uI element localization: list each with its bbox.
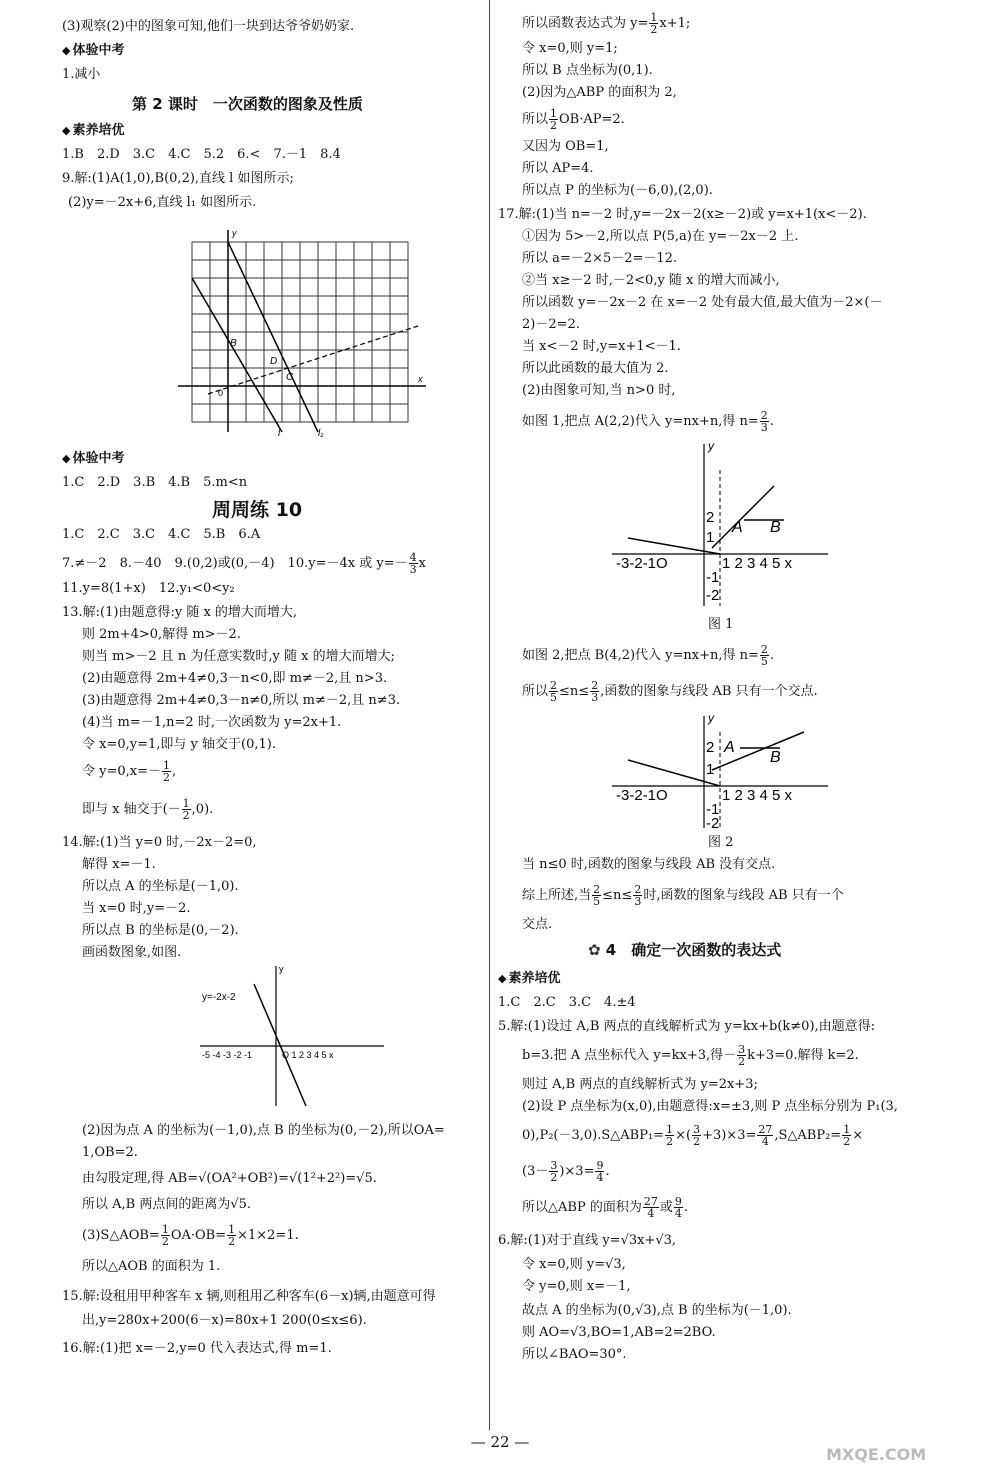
den: 2 bbox=[738, 1055, 746, 1068]
text: 所以函数表达式为 y= bbox=[522, 16, 649, 31]
den: 3 bbox=[591, 691, 599, 704]
text-line: (2)由图象可知,当 n>0 时, bbox=[522, 383, 676, 398]
fraction: $\frac{1}{2}$ bbox=[666, 1123, 674, 1148]
section-heading: ◆ 素养培优 bbox=[62, 124, 124, 139]
answer-line: 1.C 2.C 3.C 4.C 5.B 6.A bbox=[62, 527, 261, 542]
title-text: 4 确定一次函数的表达式 bbox=[605, 941, 782, 959]
text: x+1; bbox=[659, 16, 691, 31]
text: ×1×2=1. bbox=[237, 1228, 299, 1243]
fraction bbox=[633, 884, 642, 907]
fraction: $\frac{9}{4}$ bbox=[674, 1195, 682, 1220]
y-axis-label: y bbox=[708, 440, 714, 453]
text-line: (4)当 m=－1,n=2 时,一次函数为 y=2x+1. bbox=[82, 715, 342, 730]
text-line: 15.解:设租用甲种客车 x 辆,则租用乙种客车(6－x)辆,由题意可得 bbox=[62, 1289, 436, 1304]
point-label-c: C bbox=[286, 372, 294, 383]
text-line: 又因为 OB=1, bbox=[522, 139, 609, 154]
text: OB·AP=2. bbox=[559, 112, 625, 127]
text-line: 当 x=0 时,y=－2. bbox=[82, 901, 191, 916]
section-heading: ◆ 体验中考 bbox=[62, 44, 124, 59]
text-line: 5.解:(1)设过 A,B 两点的直线解析式为 y=kx+b(k≠0),由题意得: bbox=[498, 1019, 876, 1034]
text-line: 令 y=0,则 x=－1, bbox=[522, 1279, 631, 1294]
text: ≤n≤ bbox=[559, 684, 590, 699]
text: . bbox=[769, 414, 774, 429]
text-line: 16.解:(1)把 x=－2,y=0 代入表达式,得 m=1. bbox=[62, 1341, 332, 1356]
den: 2 bbox=[161, 1235, 169, 1248]
num: 2 bbox=[760, 409, 768, 422]
fraction: $\frac{3}{2}$ bbox=[693, 1123, 701, 1148]
text-line: 所以点 B 的坐标是(0,－2). bbox=[82, 923, 239, 938]
text-line: 2)－2=2. bbox=[522, 317, 580, 332]
num: 1 bbox=[161, 1223, 169, 1236]
fraction bbox=[737, 1044, 746, 1067]
text: +3)×3= bbox=[702, 1128, 757, 1143]
text: ×( bbox=[675, 1128, 692, 1143]
text: 所以 bbox=[522, 684, 549, 699]
text: ≤n≤ bbox=[602, 888, 633, 903]
text: 或 bbox=[659, 1200, 673, 1215]
text-line bbox=[82, 1224, 299, 1247]
num: 3 bbox=[738, 1043, 746, 1056]
text-line: 所以此函数的最大值为 2. bbox=[522, 361, 669, 376]
text-line: 则当 m>－2 且 n 为任意实数时,y 随 x 的增大而增大; bbox=[82, 649, 395, 664]
text: 如图 2,把点 B(4,2)代入 y=nx+n,得 n= bbox=[522, 648, 759, 663]
fraction bbox=[549, 108, 558, 131]
point-b-label: B bbox=[770, 749, 781, 766]
fraction bbox=[409, 552, 418, 575]
text-line: (2)因为点 A 的坐标为(－1,0),点 B 的坐标为(0,－2),所以OA= bbox=[82, 1123, 445, 1138]
weekly-practice-title: 周周练 10 bbox=[212, 499, 303, 521]
fraction: $\frac{3}{2}$ bbox=[550, 1159, 558, 1184]
text-line: 故点 A 的坐标为(0,√3),点 B 的坐标为(－1,0). bbox=[522, 1303, 792, 1318]
text-line bbox=[522, 644, 774, 667]
text: 7.≠－2 8.－40 9.(0,2)或(0,－4) 10.y=－4x 或 y=－ bbox=[62, 556, 408, 571]
num: 1 bbox=[163, 759, 170, 772]
text-line: 解得 x=－1. bbox=[82, 857, 156, 872]
text-line: 则过 A,B 两点的直线解析式为 y=2x+3; bbox=[522, 1077, 758, 1092]
text: . bbox=[769, 648, 775, 663]
text-line: 则 AO=√3,BO=1,AB=2=2BO. bbox=[522, 1325, 716, 1340]
answer-line: 1.减小 bbox=[62, 67, 101, 82]
figure-caption: 图 2 bbox=[708, 835, 734, 850]
fraction bbox=[760, 410, 769, 433]
den: 5 bbox=[760, 655, 768, 668]
x-ticks: -3-2-1O bbox=[616, 555, 668, 572]
text: 0),P₂(－3,0).S△ABP₁= bbox=[522, 1128, 665, 1143]
text-line bbox=[82, 760, 176, 783]
num: 2 bbox=[591, 679, 599, 692]
section-heading: ◆ 体验中考 bbox=[62, 452, 124, 467]
den: 2 bbox=[163, 771, 170, 784]
den: 2 bbox=[550, 119, 558, 132]
text-line: 由勾股定理,得 AB=√(OA²+OB²)=√(1²+2²)=√5. bbox=[82, 1171, 377, 1186]
text: 如图 1,把点 A(2,2)代入 y=nx+n,得 n= bbox=[522, 414, 759, 429]
text-line: (3)由题意得 2m+4≠0,3－n≠0,所以 m≠－2,且 n≠3. bbox=[82, 693, 401, 708]
text-line: 则 2m+4>0,解得 m>－2. bbox=[82, 627, 241, 642]
text-line: 所以点 A 的坐标是(－1,0). bbox=[82, 879, 239, 894]
text: )×3= bbox=[559, 1164, 595, 1179]
text-line: 所以点 P 的坐标为(－6,0),(2,0). bbox=[522, 183, 713, 198]
num: 2 bbox=[550, 679, 558, 692]
text-line bbox=[522, 410, 774, 433]
text-line: 令 x=0,y=1,即与 y 轴交于(0,1). bbox=[82, 737, 276, 752]
den: 3 bbox=[634, 895, 642, 908]
watermark-text: MXQE.COM bbox=[826, 1445, 927, 1464]
text-line bbox=[522, 1196, 688, 1219]
y-axis-label: y bbox=[232, 228, 237, 238]
column-divider bbox=[489, 0, 490, 1430]
text: ,0). bbox=[191, 802, 214, 817]
text-line bbox=[522, 680, 818, 703]
num: 1 bbox=[228, 1223, 236, 1236]
x-ticks: 1 2 3 4 5 x bbox=[722, 787, 793, 804]
text-line: 出,y=280x+200(6－x)=80x+1 200(0≤x≤6). bbox=[82, 1313, 367, 1328]
text-line bbox=[522, 1160, 610, 1183]
lesson-title bbox=[588, 942, 781, 959]
text: . bbox=[605, 1164, 610, 1179]
point-label-d: D bbox=[270, 356, 278, 367]
text-line: (2)设 P 点坐标为(x,0),由题意得:x=±3,则 P 点坐标分别为 P₁(3, bbox=[522, 1099, 898, 1114]
answer-line bbox=[62, 552, 426, 575]
text-line: 画函数图象,如图. bbox=[82, 945, 182, 960]
text-line: (2)由题意得 2m+4≠0,3－n<0,即 m≠－2,且 n>3. bbox=[82, 671, 388, 686]
text: . bbox=[683, 1200, 688, 1215]
text-line: 所以 a=－2×5－2=－12. bbox=[522, 251, 678, 266]
y-tick: -2 bbox=[706, 815, 720, 832]
text-line: 交点. bbox=[522, 917, 553, 932]
y-tick: -2 bbox=[706, 587, 720, 604]
fraction bbox=[227, 1224, 236, 1247]
text-line bbox=[522, 884, 844, 907]
text: ,S△ABP₂= bbox=[774, 1128, 842, 1143]
fraction: $\frac{9}{4}$ bbox=[596, 1159, 604, 1184]
y-tick: -1 bbox=[706, 801, 720, 818]
text-line: ①因为 5>－2,所以点 P(5,a)在 y=－2x－2 上. bbox=[522, 229, 799, 244]
fraction bbox=[649, 12, 658, 35]
section-heading: ◆ 素养培优 bbox=[498, 972, 560, 987]
text-line bbox=[82, 798, 213, 821]
fraction bbox=[162, 760, 171, 783]
num: 1 bbox=[550, 107, 558, 120]
text-line: 令 x=0,则 y=1; bbox=[522, 41, 618, 56]
x-ticks: 1 2 3 4 5 x bbox=[722, 555, 793, 572]
text: , bbox=[172, 764, 177, 779]
grid-graph-figure bbox=[178, 222, 428, 442]
y-axis-label: y bbox=[279, 964, 284, 974]
fraction bbox=[592, 884, 601, 907]
text: 所以△ABP 的面积为 bbox=[522, 1200, 642, 1215]
text: (3－ bbox=[522, 1164, 549, 1179]
fraction bbox=[590, 680, 599, 703]
fraction bbox=[182, 798, 191, 821]
fraction: $\frac{27}{4}$ bbox=[758, 1123, 773, 1148]
text-line: 所以∠BAO=30°. bbox=[522, 1347, 627, 1362]
text-line: 9.解:(1)A(1,0),B(0,2),直线 l 如图所示; bbox=[62, 171, 294, 186]
text-line: 所以△AOB 的面积为 1. bbox=[82, 1259, 221, 1274]
text-line: 1,OB=2. bbox=[82, 1145, 138, 1160]
text: OA·OB= bbox=[170, 1228, 227, 1243]
figure-1-graph bbox=[608, 440, 838, 610]
text-line bbox=[522, 12, 690, 35]
point-a-label: A bbox=[724, 739, 735, 756]
point-b-label: B bbox=[770, 519, 781, 536]
fraction bbox=[760, 644, 769, 667]
text-line: 所以 AP=4. bbox=[522, 161, 594, 176]
x-tick-labels: -5 -4 -3 -2 -1 bbox=[202, 1050, 253, 1060]
text: x bbox=[418, 556, 426, 571]
num: 2 bbox=[760, 643, 768, 656]
text: 所以 bbox=[522, 112, 549, 127]
den: 2 bbox=[228, 1235, 236, 1248]
text-line: 当 n≤0 时,函数的图象与线段 AB 没有交点. bbox=[522, 857, 776, 872]
point-label-b: B bbox=[230, 338, 237, 349]
function-label: y=-2x-2 bbox=[202, 992, 236, 1003]
den: 3 bbox=[760, 421, 768, 434]
y-tick: 2 bbox=[706, 739, 715, 756]
text: × bbox=[852, 1128, 864, 1143]
text: 时,函数的图象与线段 AB 只有一个 bbox=[643, 888, 844, 903]
num: 1 bbox=[650, 11, 658, 24]
y-tick: 1 bbox=[706, 761, 715, 778]
num: 1 bbox=[182, 797, 190, 810]
text-line: 14.解:(1)当 y=0 时,－2x－2=0, bbox=[62, 835, 257, 850]
y-tick: 2 bbox=[706, 509, 715, 526]
y-axis-label: y bbox=[708, 712, 714, 725]
text: b=3.把 A 点坐标代入 y=kx+3,得－ bbox=[522, 1048, 737, 1063]
line-label-l: l bbox=[278, 428, 281, 439]
y-tick: 1 bbox=[706, 529, 715, 546]
text: 令 y=0,x=－ bbox=[82, 764, 161, 779]
answer-line: 1.C 2.C 3.C 4.±4 bbox=[498, 995, 636, 1010]
origin-label: 0 bbox=[218, 388, 224, 398]
line-label-l1: l₁ bbox=[318, 428, 324, 439]
page-number: — 22 — bbox=[470, 1433, 530, 1451]
text: 综上所述,当 bbox=[522, 888, 592, 903]
x-axis-label: x bbox=[418, 374, 423, 384]
y-tick: -1 bbox=[706, 569, 720, 586]
text: k+3=0.解得 k=2. bbox=[747, 1048, 859, 1063]
text-line: 令 x=0,则 y=√3, bbox=[522, 1257, 626, 1272]
fraction: $\frac{1}{2}$ bbox=[843, 1123, 851, 1148]
text-line: (3)观察(2)中的图象可知,他们一块到达爷爷奶奶家. bbox=[62, 19, 355, 34]
den: 5 bbox=[593, 895, 601, 908]
num: 2 bbox=[634, 883, 642, 896]
text-line bbox=[522, 1124, 863, 1147]
den: 2 bbox=[182, 809, 190, 822]
den: 2 bbox=[650, 23, 658, 36]
figure-caption: 图 1 bbox=[708, 617, 734, 632]
num: 4 bbox=[409, 551, 417, 564]
leaf-icon: ✿ bbox=[588, 941, 606, 959]
text-line: ②当 x≥－2 时,－2<0,y 随 x 的增大而减小, bbox=[522, 273, 780, 288]
num: 2 bbox=[593, 883, 601, 896]
fraction bbox=[161, 1224, 170, 1247]
text-line: (2)因为△ABP 的面积为 2, bbox=[522, 85, 677, 100]
text: 即与 x 轴交于(－ bbox=[82, 802, 181, 817]
fraction: $\frac{27}{4}$ bbox=[643, 1195, 658, 1220]
answer-line: 11.y=8(1+x) 12.y₁<0<y₂ bbox=[62, 581, 235, 596]
text-line: 所以 B 点坐标为(0,1). bbox=[522, 63, 653, 78]
point-a-label: A bbox=[732, 519, 743, 536]
lesson-title: 第 2 课时 一次函数的图象及性质 bbox=[132, 95, 363, 113]
answer-line: 1.B 2.D 3.C 4.C 5.2 6.< 7.－1 8.4 bbox=[62, 147, 341, 162]
figure-2-graph bbox=[608, 712, 838, 832]
text: (3)S△AOB= bbox=[82, 1228, 160, 1243]
text-line: 所以 A,B 两点间的距离为√5. bbox=[82, 1197, 252, 1212]
text-line: 当 x<－2 时,y=x+1<－1. bbox=[522, 339, 681, 354]
den: 5 bbox=[550, 691, 558, 704]
text-line: 6.解:(1)对于直线 y=√3x+√3, bbox=[498, 1233, 677, 1248]
text-line: 17.解:(1)当 n=－2 时,y=－2x－2(x≥－2)或 y=x+1(x<－2). bbox=[498, 207, 867, 222]
text-line: 13.解:(1)由题意得:y 随 x 的增大而增大, bbox=[62, 605, 298, 620]
den: 3 bbox=[409, 563, 417, 576]
text: ,函数的图象与线段 AB 只有一个交点. bbox=[600, 684, 818, 699]
text-line: 所以函数 y=－2x－2 在 x=－2 处有最大值,最大值为－2×(－ bbox=[522, 295, 883, 310]
text-line: (2)y=－2x+6,直线 l₁ 如图所示. bbox=[68, 195, 257, 210]
text-line bbox=[522, 1044, 859, 1067]
fraction bbox=[549, 680, 558, 703]
function-graph-figure bbox=[194, 960, 394, 1110]
x-tick-labels: O 1 2 3 4 5 x bbox=[282, 1050, 334, 1060]
text-line bbox=[522, 108, 625, 131]
answer-line: 1.C 2.D 3.B 4.B 5.m<n bbox=[62, 475, 248, 490]
x-ticks: -3-2-1O bbox=[616, 787, 668, 804]
